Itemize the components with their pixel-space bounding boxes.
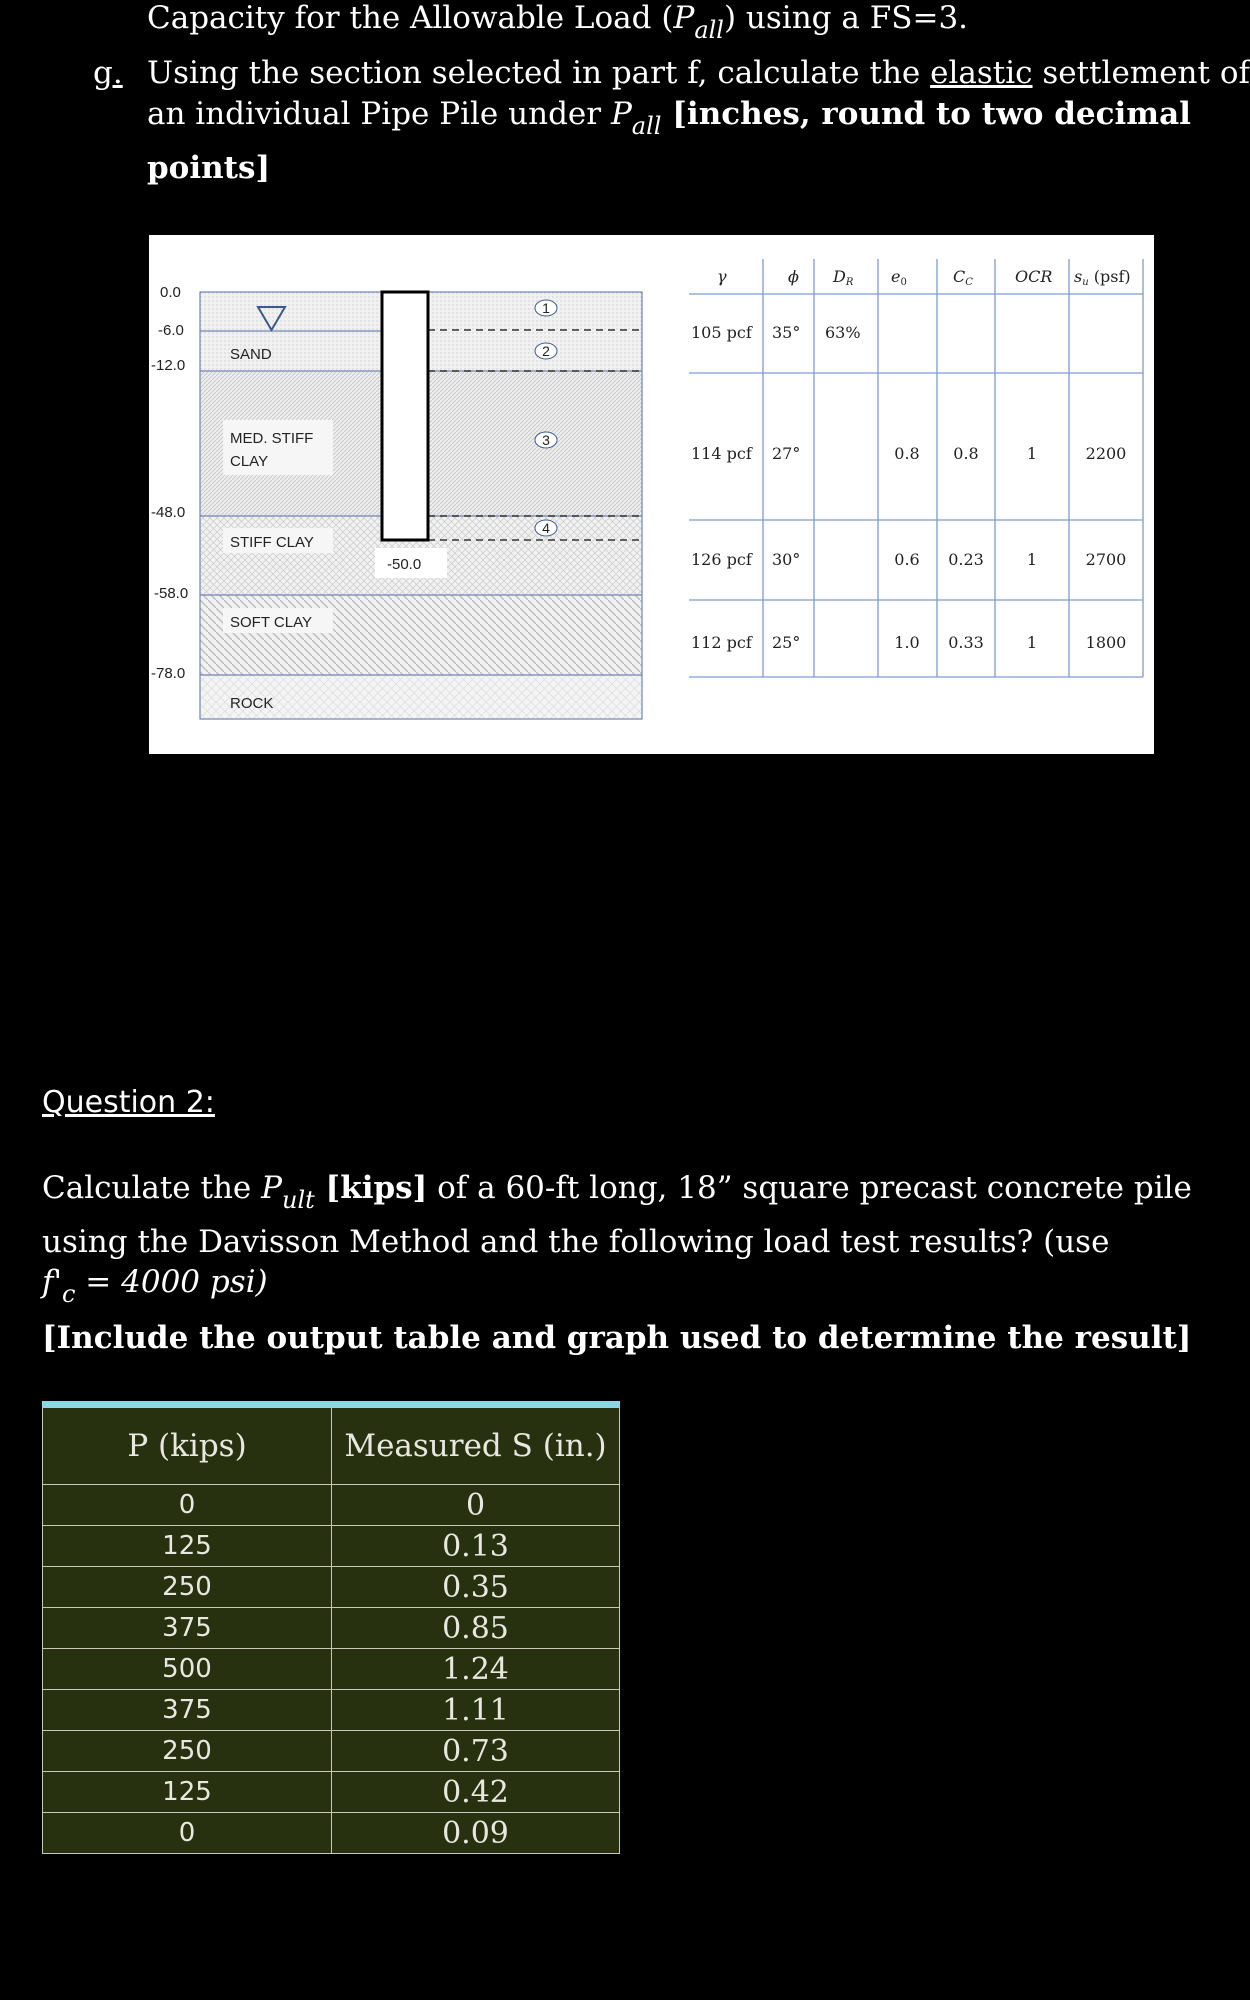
settlement-cell: 0.09 (332, 1813, 620, 1854)
text: Capacity for the Allowable Load ( (147, 0, 674, 36)
table-row (43, 1690, 620, 1731)
layer-label: SAND (230, 346, 272, 363)
table-cell: 1.0 (894, 633, 920, 652)
subscript: all (694, 16, 724, 44)
settlement-cell: 1.11 (332, 1690, 620, 1731)
settlement-cell: 0.73 (332, 1731, 620, 1772)
part-g-line3: points] (147, 150, 271, 186)
table-cell: 0.33 (948, 633, 984, 652)
table-cell: 0.23 (948, 550, 984, 569)
subscript: ult (281, 1186, 315, 1214)
sublayer-number: 1 (542, 300, 550, 316)
pile-tip-depth: -50.0 (387, 556, 422, 573)
header-measured-s: Measured S (in.) (332, 1405, 620, 1485)
table-row (43, 1813, 620, 1854)
table-row (43, 1485, 620, 1526)
table-cell: 35° (772, 323, 801, 342)
header-ocr: OCR (1015, 267, 1053, 286)
load-cell: 250 (43, 1567, 332, 1608)
table-row (43, 1567, 620, 1608)
p-symbol: P (610, 96, 632, 132)
soil-profile-figure (149, 235, 1154, 754)
question2-line1 (42, 1170, 1192, 1214)
part-g-line1 (147, 55, 1250, 91)
header-p-kips: P (kips) (43, 1405, 332, 1485)
text: of a 60-ft long, 18” square precast concrete pile (427, 1170, 1192, 1206)
load-cell: 125 (43, 1772, 332, 1813)
fc-symbol: f' (42, 1264, 62, 1300)
layer-label: ROCK (230, 695, 274, 712)
table-cell: 2700 (1085, 550, 1127, 569)
subscript: c (62, 1280, 76, 1308)
table-cell: 114 pcf (691, 444, 752, 463)
table-cell: 112 pcf (691, 633, 752, 652)
table-row (43, 1772, 620, 1813)
layer-label: SOFT CLAY (230, 614, 312, 631)
subscript: all (631, 112, 662, 140)
load-cell: 375 (43, 1608, 332, 1649)
table-row (43, 1608, 620, 1649)
p-symbol: P (261, 1170, 282, 1206)
header-dr: DR (833, 267, 854, 288)
table-row (43, 1649, 620, 1690)
header-phi: ϕ (788, 267, 799, 286)
emphasis: elastic (930, 55, 1033, 91)
sublayer-number: 4 (542, 520, 550, 536)
table-header-row (43, 1405, 620, 1485)
text: [inches, round to two decimal (661, 96, 1191, 132)
part-f-tail (147, 0, 968, 44)
depth-label: -6.0 (158, 322, 184, 339)
settlement-cell: 0.85 (332, 1608, 620, 1649)
table-cell: 30° (772, 550, 801, 569)
table-cell: 63% (825, 323, 861, 342)
load-cell: 0 (43, 1813, 332, 1854)
load-cell: 250 (43, 1731, 332, 1772)
soft-clay-layer (200, 595, 642, 675)
settlement-cell: 0.35 (332, 1567, 620, 1608)
question2-line4: [Include the output table and graph used to determine the result] (42, 1320, 1192, 1356)
layer-label: MED. STIFF (230, 430, 314, 447)
table-cell: 0.6 (894, 550, 920, 569)
soil-profile-svg (149, 235, 1154, 754)
table-cell: 1 (1026, 550, 1038, 569)
load-cell: 375 (43, 1690, 332, 1731)
part-g-letter: g. (93, 55, 123, 91)
question2-heading: Question 2: (42, 1085, 215, 1120)
settlement-cell: 1.24 (332, 1649, 620, 1690)
settlement-cell: 0 (332, 1485, 620, 1526)
table-row (43, 1526, 620, 1567)
depth-label: -48.0 (151, 504, 186, 521)
text: an individual Pipe Pile under (147, 96, 611, 132)
header-cc: CC (953, 267, 973, 288)
table-cell: 126 pcf (691, 550, 752, 569)
header-e0: e0 (891, 267, 907, 288)
sublayer-number: 2 (542, 343, 550, 359)
table-row (43, 1731, 620, 1772)
header-su: su (psf) (1074, 267, 1131, 288)
table-cell: 27° (772, 444, 801, 463)
text: ) using a FS=3. (723, 0, 969, 36)
soil-properties-table (689, 259, 1143, 677)
p-symbol: P (673, 0, 695, 36)
table-cell: 0.8 (953, 444, 979, 463)
layer-label: STIFF CLAY (230, 534, 314, 551)
load-cell: 500 (43, 1649, 332, 1690)
load-test-table (42, 1401, 620, 1854)
depth-label: 0.0 (160, 284, 181, 301)
table-cell: 0.8 (894, 444, 920, 463)
table-cell: 1 (1026, 633, 1038, 652)
depth-label: -78.0 (151, 665, 186, 682)
text: Using the section selected in part f, calculate the (147, 55, 931, 91)
table-cell: 25° (772, 633, 801, 652)
sublayer-number: 3 (542, 432, 550, 448)
text: [kips] (314, 1170, 428, 1206)
text: Calculate the (42, 1170, 262, 1206)
depth-label: -58.0 (154, 585, 189, 602)
depth-labels (151, 284, 188, 682)
text: = 4000 psi) (75, 1264, 268, 1300)
table-cell: 105 pcf (691, 323, 752, 342)
settlement-cell: 0.42 (332, 1772, 620, 1813)
header-gamma: γ (717, 267, 727, 286)
question2-line3 (42, 1264, 268, 1308)
part-g-line2 (147, 96, 1191, 140)
table-cell: 1 (1026, 444, 1038, 463)
load-cell: 125 (43, 1526, 332, 1567)
settlement-cell: 0.13 (332, 1526, 620, 1567)
question2-line2: using the Davisson Method and the following load test results? (use (42, 1224, 1110, 1260)
table-cell: 2200 (1085, 444, 1127, 463)
layer-label: CLAY (230, 453, 269, 470)
depth-label: -12.0 (151, 357, 186, 374)
pipe-pile (382, 292, 428, 540)
load-cell: 0 (43, 1485, 332, 1526)
table-cell: 1800 (1085, 633, 1127, 652)
text: settlement of (1032, 55, 1250, 91)
